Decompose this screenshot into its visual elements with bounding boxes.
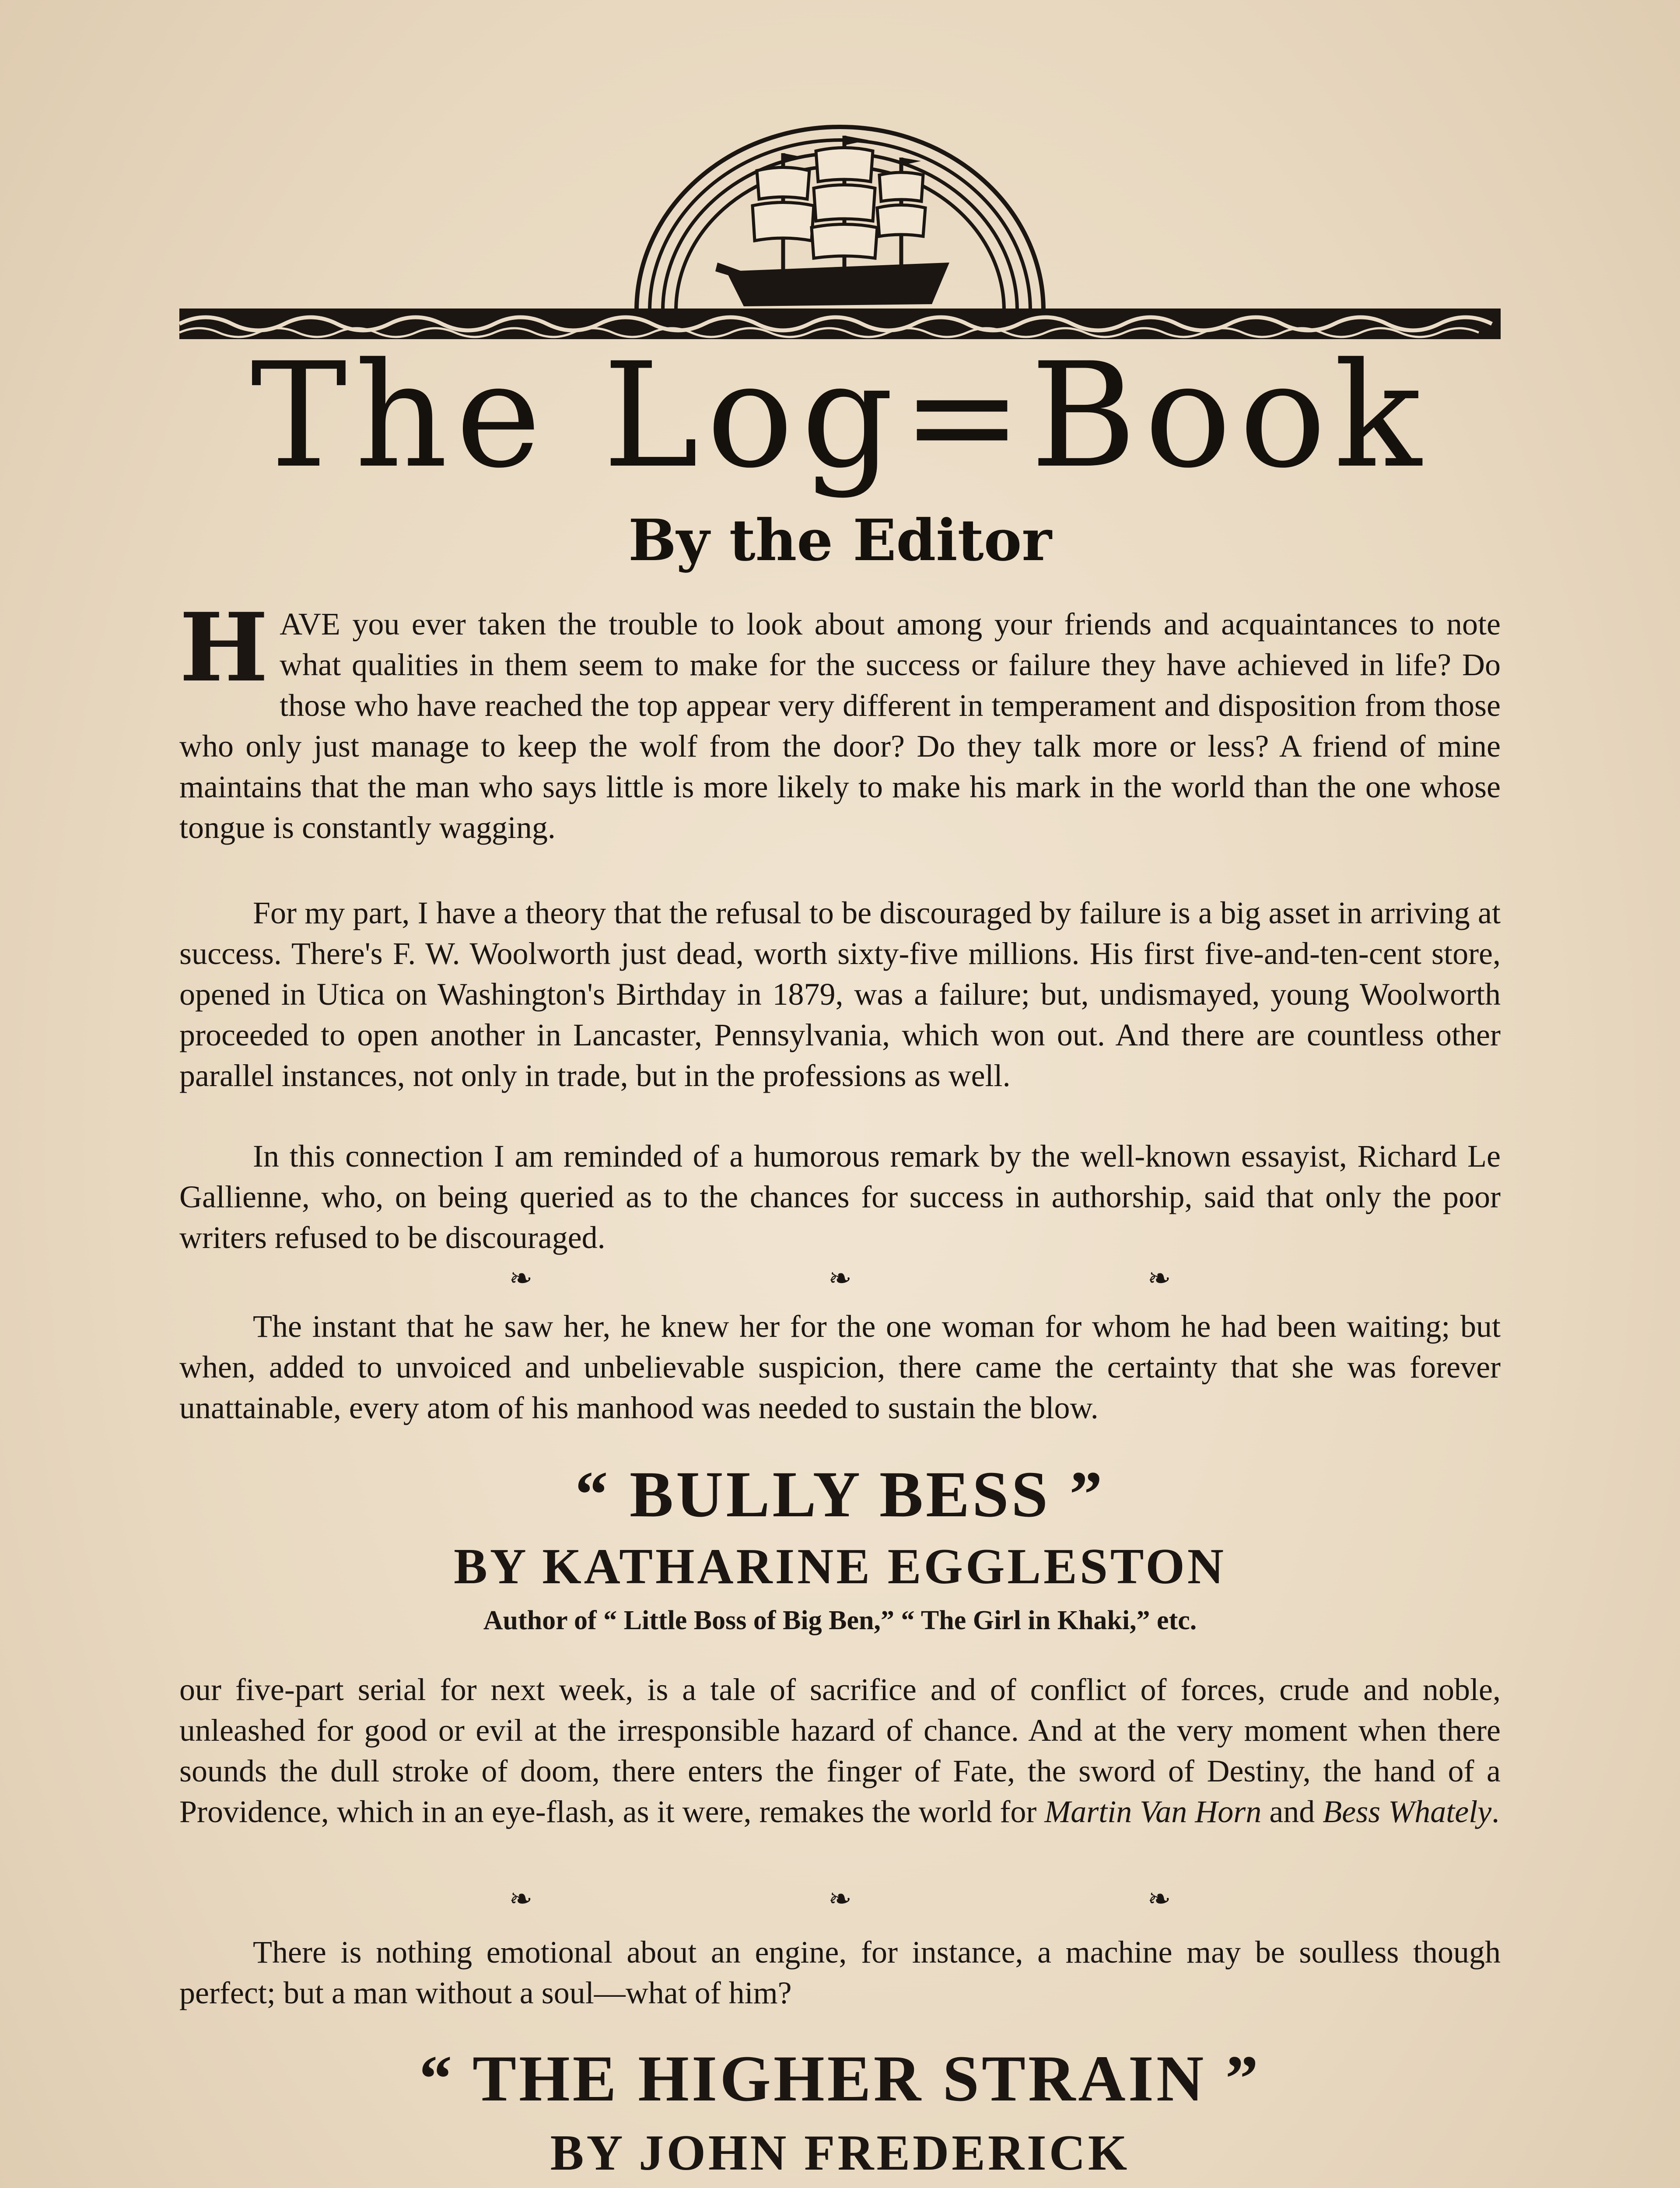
fleuron-icon: ❧ ❧ ❧ [509,1263,1316,1294]
story1-description [179,1669,1501,1832]
page-title: The Log=Book [250,332,1430,500]
intro-paragraph-2: For my part, I have a theory that the refusal to be discouraged by failure is a big asset in arriving at success. There's F. W. Woolworth just dead, worth sixty-five millions. His first five-and-ten-cent store, opened in Utica on Washington's Birthday in 1879, was a failure; but, undismayed, young Woolworth proceeded to open another in Lancaster, Pennsylvania, which won out. And there are countless other parallel instances, not only in trade, but in the professions as well. [179,895,1501,1093]
story2-title: “ THE HIGHER STRAIN ” [419,2042,1261,2115]
character-name: Martin Van Horn [1044,1794,1262,1829]
intro-paragraph-3: In this connection I am reminded of a humorous remark by the well-known essayist, Richard Le Gallienne, who, on being queried as to the chances for success in authorship, said that only the poor writers refused to be discouraged. [179,1139,1501,1255]
story2-author: BY JOHN FREDERICK [550,2125,1130,2181]
story2-teaser: There is nothing emotional about an engine, for instance, a machine may be soulless though perfect; but a man without a soul—what of him? [179,1935,1501,2010]
story1-author: BY KATHARINE EGGLESTON [454,1539,1226,1594]
story1-credits: Author of “ Little Boss of Big Ben,” “ The Girl in Khaki,” etc. [483,1606,1197,1635]
story1-teaser: The instant that he saw her, he knew her for the one woman for whom he had been waiting; but when, added to unvoiced and unbelievable suspicion, there came the certainty that she was forever unattainable, every atom of his manhood was needed to sustain the blow. [179,1309,1501,1425]
fleuron-icon: ❧ ❧ ❧ [509,1883,1316,1914]
period: . [1491,1794,1500,1829]
ship-emblem-icon [179,105,1501,350]
intro-paragraph-1-text: AVE you ever taken the trouble to look about among your friends and acquaintances to note what qualities in them seem to make for the success or failure they have achieved in life? Do those who have reached the top appear very different in temperament and disposition from those who only just manage to keep the wolf from the door? Do they talk more or less? A friend of mine maintains that the man who says little is more likely to make his mark in the world than the one whose tongue is constantly wagging. [179,607,1501,845]
drop-cap: H [179,592,269,703]
intro-paragraph-1 [179,592,1501,848]
conjunction: and [1261,1794,1323,1829]
character-name: Bess Whately [1323,1794,1492,1829]
story1-title: “ BULLY BESS ” [575,1458,1105,1531]
masthead-ornament [179,105,1501,350]
byline: By the Editor [628,507,1052,574]
story1-description-text: our five-part serial for next week, is a tale of sacrifice and of conflict of forces, crude and noble, unleashed for good or evil at the irresponsible hazard of chance. And at the very moment when there sounds the dull stroke of doom, there enters the finger of Fate, the sword of Destiny, the hand of a Providence, which in an eye-flash, as it were, remakes the world for [179,1672,1501,1829]
